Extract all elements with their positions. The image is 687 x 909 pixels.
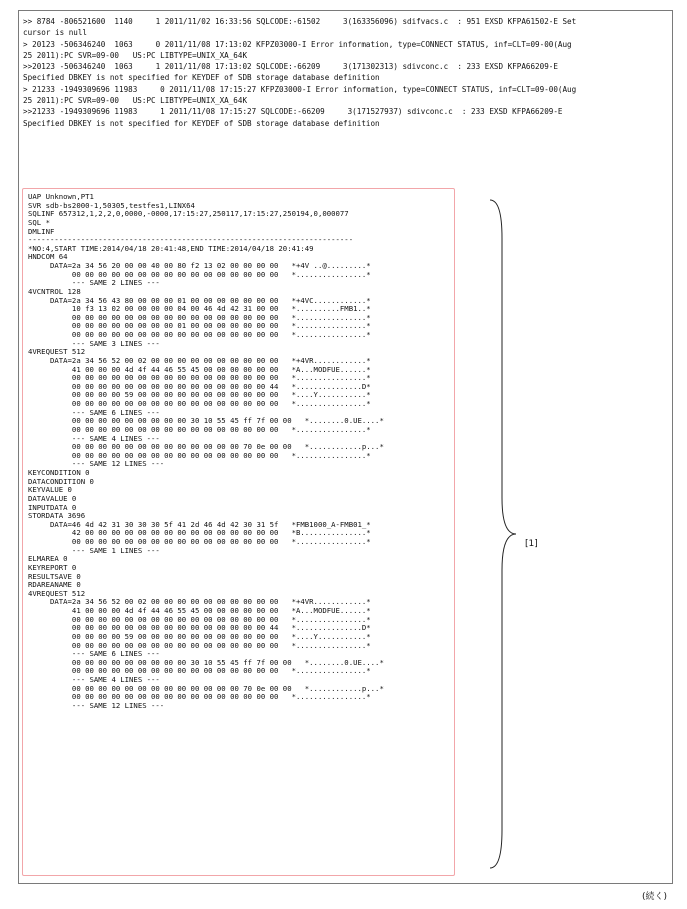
trace-line: SQLINF 657312,1,2,2,0,0000,-0000,17:15:27,250117,17:15:27,250194,0,000077 — [28, 210, 349, 219]
trace-line: 00 00 00 00 00 00 00 00 00 00 00 00 00 70 0e 00 00 *............p...* — [28, 443, 384, 452]
trace-line: 00 00 00 00 00 00 00 00 00 00 00 00 00 00 00 00 *................* — [28, 451, 371, 460]
trace-line: --- SAME 12 LINES --- — [28, 460, 165, 469]
trace-line: DATAVALUE 0 — [28, 494, 77, 503]
trace-line: SQL * — [28, 218, 50, 227]
trace-line: 00 00 00 00 00 00 00 00 00 00 00 00 00 00 00 44 *...............D* — [28, 382, 371, 391]
trace-line: 00 00 00 00 00 00 00 00 00 00 00 00 00 70 0e 00 00 *............p...* — [28, 684, 384, 693]
trace-line: 00 00 00 00 00 00 00 00 00 00 00 00 00 00 00 00 *................* — [28, 313, 371, 322]
trace-line: DATA=2a 34 56 52 00 02 00 00 00 00 00 00 00 00 00 00 *+4VR............* — [28, 356, 371, 365]
trace-line: 00 00 00 00 00 00 00 00 01 00 00 00 00 00 00 00 *................* — [28, 322, 371, 331]
trace-line: --- SAME 6 LINES --- — [28, 408, 160, 417]
trace-line: 00 00 00 00 00 00 00 00 00 00 00 00 00 00 00 00 *................* — [28, 270, 371, 279]
trace-line: 4VCNTROL 128 — [28, 287, 81, 296]
trace-line: 00 00 00 00 00 00 00 00 00 00 00 00 00 00 00 00 *................* — [28, 538, 371, 546]
trace-line: --- SAME 4 LINES --- — [28, 676, 160, 684]
trace-line: 00 00 00 00 59 00 00 00 00 00 00 00 00 00 00 00 *....Y...........* — [28, 632, 371, 641]
log-line: cursor is null — [23, 28, 88, 38]
trace-line: 00 00 00 00 00 00 00 00 00 00 00 00 00 00 00 00 *................* — [28, 667, 371, 676]
trace-line: --- SAME 2 LINES --- — [28, 279, 160, 288]
trace-line: 4VREQUEST 512 — [28, 589, 86, 598]
log-line: Specified DBKEY is not specified for KEYDEF of SDB storage database definition — [23, 73, 380, 83]
trace-line: 00 00 00 00 00 00 00 00 00 00 00 00 00 00 00 44 *...............D* — [28, 624, 371, 633]
log-line: > 20123 -506346240 1063 0 2011/11/08 17:13:02 KFPZ03000-I Error information, type=CONNECT STATUS, inf=CLT=09-00(Aug — [23, 39, 572, 49]
annotation-label: [1] — [525, 539, 538, 549]
trace-line: 00 00 00 00 00 00 00 00 00 30 10 55 45 ff 7f 00 00 *........0.UE....* — [28, 658, 384, 667]
trace-line: KEYCONDITION 0 — [28, 469, 90, 477]
error-log-header — [23, 16, 663, 129]
trace-line: UAP Unknown,PT1 — [28, 193, 94, 201]
trace-line: *NO:4,START TIME:2014/04/18 20:41:48,END TIME:2014/04/18 20:41:49 — [28, 244, 314, 253]
trace-line: 00 00 00 00 00 00 00 00 00 00 00 00 00 00 00 00 *................* — [28, 693, 371, 702]
trace-line: ELMAREA 0 — [28, 555, 68, 564]
trace-line: -------------------------------------------------------------------------- — [28, 236, 354, 245]
log-line: 25 2011):PC SVR=09-00 US:PC LIBTYPE=UNIX_XA_64K — [23, 96, 248, 106]
trace-line: --- SAME 6 LINES --- — [28, 650, 160, 659]
log-line: >>21233 -1949309696 11983 1 2011/11/08 17:15:27 SQLCODE:-66209 3(171527937) sdivconc.c : 233 EXSD KFPA66209-E — [23, 107, 563, 117]
trace-line: KEYREPORT 0 — [28, 563, 77, 572]
trace-line: INPUTDATA 0 — [28, 503, 77, 512]
trace-line: 00 00 00 00 00 00 00 00 00 00 00 00 00 00 00 00 *................* — [28, 400, 371, 408]
trace-line: --- SAME 3 LINES --- — [28, 339, 160, 348]
trace-line: RESULTSAVE 0 — [28, 572, 81, 581]
trace-line: 41 00 00 00 4d 4f 44 46 55 45 00 00 00 00 00 00 *A...MODFUE......* — [28, 365, 371, 374]
log-line: > 21233 -1949309696 11983 0 2011/11/08 17:15:27 KFPZ03000-I Error information, type=CONNECT STATUS, inf=CLT=09-00(Aug — [23, 84, 577, 94]
trace-line: SVR sdb-bs2000-1,50305,testfes1,LINX64 — [28, 201, 195, 210]
trace-line: 00 00 00 00 00 00 00 00 00 00 00 00 00 00 00 00 *................* — [28, 425, 371, 434]
log-line: >>20123 -506346240 1063 1 2011/11/08 17:13:02 SQLCODE:-66209 3(171302313) sdivconc.c : 233 EXSD KFPA66209-E — [23, 62, 558, 72]
trace-line: 00 00 00 00 00 00 00 00 00 30 10 55 45 ff 7f 00 00 *........0.UE....* — [28, 417, 384, 426]
trace-line: --- SAME 1 LINES --- — [28, 546, 160, 555]
trace-line: 00 00 00 00 59 00 00 00 00 00 00 00 00 00 00 00 *....Y...........* — [28, 391, 371, 400]
trace-line: 00 00 00 00 00 00 00 00 00 00 00 00 00 00 00 00 *................* — [28, 641, 371, 650]
trace-line: 41 00 00 00 4d 4f 44 46 55 45 00 00 00 00 00 00 *A...MODFUE......* — [28, 607, 371, 615]
continued-label: (続く) — [641, 892, 667, 902]
trace-line: 00 00 00 00 00 00 00 00 00 00 00 00 00 00 00 00 *................* — [28, 374, 371, 383]
trace-line: HNDCOM 64 — [28, 253, 68, 262]
trace-line: 10 f3 13 02 00 00 00 00 04 00 46 4d 42 31 00 00 *..........FMB1..* — [28, 305, 371, 314]
trace-line: KEYVALUE 0 — [28, 486, 72, 495]
trace-line: 4VREQUEST 512 — [28, 348, 86, 357]
trace-line: DATA=2a 34 56 43 80 00 00 00 01 00 00 00 00 00 00 00 *+4VC............* — [28, 296, 371, 305]
trace-line: 42 00 00 00 00 00 00 00 00 00 00 00 00 00 00 00 *B...............* — [28, 529, 371, 538]
trace-line: 00 00 00 00 00 00 00 00 00 00 00 00 00 00 00 00 *................* — [28, 331, 371, 339]
trace-line: DATA=2a 34 56 52 00 02 00 00 00 00 00 00 00 00 00 00 *+4VR............* — [28, 598, 371, 607]
trace-line: DMLINF — [28, 227, 55, 236]
trace-line: --- SAME 4 LINES --- — [28, 434, 160, 443]
right-brace-icon — [488, 198, 518, 870]
trace-line: RDAREANAME 0 — [28, 581, 81, 590]
log-line: Specified DBKEY is not specified for KEYDEF of SDB storage database definition — [23, 118, 380, 128]
log-line: >> 8784 -806521600 1140 1 2011/11/02 16:33:56 SQLCODE:-61502 3(163356096) sdifvacs.c : 951 EXSD KFPA61502-E Set — [23, 17, 577, 26]
trace-line: DATACONDITION 0 — [28, 477, 94, 486]
trace-line: STORDATA 3696 — [28, 512, 86, 521]
trace-dump — [28, 193, 453, 711]
log-line: 25 2011):PC SVR=09-00 US:PC LIBTYPE=UNIX_XA_64K — [23, 50, 248, 60]
trace-line: DATA=46 4d 42 31 30 30 30 5f 41 2d 46 4d 42 30 31 5f *FMB1000_A-FMB01_* — [28, 520, 371, 529]
trace-line: --- SAME 12 LINES --- — [28, 701, 165, 710]
trace-line: DATA=2a 34 56 20 00 00 40 00 80 f2 13 02 00 00 00 00 *+4V ..@.........* — [28, 262, 371, 270]
trace-line: 00 00 00 00 00 00 00 00 00 00 00 00 00 00 00 00 *................* — [28, 615, 371, 624]
